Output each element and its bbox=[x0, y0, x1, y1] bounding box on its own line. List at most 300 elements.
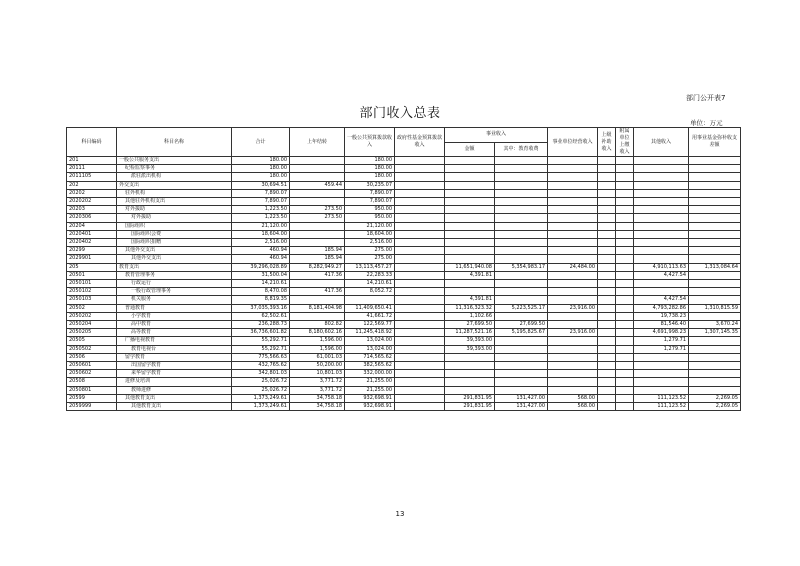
row-name: 普通教育 bbox=[117, 304, 232, 312]
row-fund bbox=[395, 394, 445, 402]
row-code: 2050202 bbox=[67, 312, 117, 320]
header-total: 合计 bbox=[232, 128, 290, 157]
row-edu bbox=[495, 230, 548, 238]
row-edu bbox=[495, 337, 548, 345]
table-row bbox=[67, 386, 741, 394]
row-total: 25,026.72 bbox=[232, 378, 290, 386]
unit-label: 单位：万元 bbox=[690, 119, 723, 127]
row-edu bbox=[495, 157, 548, 165]
row-affiliated bbox=[616, 337, 634, 345]
row-edu bbox=[495, 288, 548, 296]
row-name: 国际组织捐赠 bbox=[117, 239, 232, 247]
row-code: 2050103 bbox=[67, 296, 117, 304]
row-carryover: 8,282,949.27 bbox=[290, 263, 345, 271]
row-amount bbox=[445, 157, 495, 165]
row-affiliated bbox=[616, 312, 634, 320]
row-affiliated bbox=[616, 247, 634, 255]
row-superior bbox=[598, 296, 616, 304]
row-reserve bbox=[689, 362, 741, 370]
row-amount bbox=[445, 206, 495, 214]
row-code: 20204 bbox=[67, 222, 117, 230]
row-superior bbox=[598, 189, 616, 197]
row-other bbox=[634, 214, 689, 222]
row-other: 4,910,113.63 bbox=[634, 263, 689, 271]
row-amount: 291,831.95 bbox=[445, 403, 495, 411]
row-affiliated bbox=[616, 165, 634, 173]
row-general: 332,000.00 bbox=[345, 370, 395, 378]
header-business-income: 事业收入 bbox=[445, 128, 548, 143]
row-edu bbox=[495, 255, 548, 263]
row-unit_biz bbox=[548, 378, 598, 386]
row-other: 111,123.52 bbox=[634, 394, 689, 402]
row-reserve bbox=[689, 198, 741, 206]
row-amount: 291,831.95 bbox=[445, 394, 495, 402]
header-fund-budget: 政府性基金预算拨款收入 bbox=[395, 128, 445, 157]
row-name: 高中教育 bbox=[117, 321, 232, 329]
row-name: 教育电视台 bbox=[117, 345, 232, 353]
row-amount bbox=[445, 222, 495, 230]
row-fund bbox=[395, 189, 445, 197]
row-general: 14,210.61 bbox=[345, 280, 395, 288]
table-row bbox=[67, 304, 741, 312]
row-fund bbox=[395, 222, 445, 230]
row-other bbox=[634, 230, 689, 238]
row-total: 1,223.50 bbox=[232, 214, 290, 222]
row-superior bbox=[598, 173, 616, 181]
row-affiliated bbox=[616, 198, 634, 206]
row-fund bbox=[395, 239, 445, 247]
row-total: 25,026.72 bbox=[232, 386, 290, 394]
row-affiliated bbox=[616, 239, 634, 247]
row-affiliated bbox=[616, 345, 634, 353]
row-carryover: 802.82 bbox=[290, 321, 345, 329]
row-name: 纪检监察事务 bbox=[117, 165, 232, 173]
row-carryover: 417.36 bbox=[290, 271, 345, 279]
row-other bbox=[634, 157, 689, 165]
row-superior bbox=[598, 239, 616, 247]
row-fund bbox=[395, 296, 445, 304]
row-general: 11,409,650.41 bbox=[345, 304, 395, 312]
row-total: 460.94 bbox=[232, 247, 290, 255]
row-total: 37,035,393.16 bbox=[232, 304, 290, 312]
row-fund bbox=[395, 321, 445, 329]
row-general: 18,604.00 bbox=[345, 230, 395, 238]
row-superior bbox=[598, 165, 616, 173]
table-row bbox=[67, 378, 741, 386]
row-fund bbox=[395, 165, 445, 173]
row-code: 2020202 bbox=[67, 198, 117, 206]
row-name: 其他驻外机构支出 bbox=[117, 198, 232, 206]
row-superior bbox=[598, 288, 616, 296]
row-other bbox=[634, 353, 689, 361]
row-name: 教育管理事务 bbox=[117, 271, 232, 279]
row-amount: 39,393.00 bbox=[445, 345, 495, 353]
row-edu bbox=[495, 247, 548, 255]
row-total: 18,604.00 bbox=[232, 230, 290, 238]
row-general: 950.00 bbox=[345, 206, 395, 214]
row-fund bbox=[395, 312, 445, 320]
row-general: 8,052.72 bbox=[345, 288, 395, 296]
row-code: 20202 bbox=[67, 189, 117, 197]
row-name: 小学教育 bbox=[117, 312, 232, 320]
row-unit_biz bbox=[548, 271, 598, 279]
row-reserve bbox=[689, 230, 741, 238]
row-fund bbox=[395, 337, 445, 345]
row-total: 8,819.35 bbox=[232, 296, 290, 304]
header-carryover: 上年结转 bbox=[290, 128, 345, 157]
row-fund bbox=[395, 181, 445, 189]
row-unit_biz: 568.00 bbox=[548, 403, 598, 411]
row-amount bbox=[445, 255, 495, 263]
row-unit_biz bbox=[548, 230, 598, 238]
row-reserve bbox=[689, 370, 741, 378]
row-other: 4,691,998.23 bbox=[634, 329, 689, 337]
table-row bbox=[67, 198, 741, 206]
row-total: 7,890.07 bbox=[232, 189, 290, 197]
row-general: 22,283.33 bbox=[345, 271, 395, 279]
row-carryover bbox=[290, 157, 345, 165]
row-general: 21,255.00 bbox=[345, 386, 395, 394]
row-unit_biz bbox=[548, 353, 598, 361]
row-affiliated bbox=[616, 255, 634, 263]
row-total: 21,120.00 bbox=[232, 222, 290, 230]
row-other bbox=[634, 206, 689, 214]
row-amount bbox=[445, 362, 495, 370]
row-fund bbox=[395, 370, 445, 378]
row-reserve: 3,670.24 bbox=[689, 321, 741, 329]
row-unit_biz bbox=[548, 181, 598, 189]
row-total: 39,296,028.89 bbox=[232, 263, 290, 271]
row-edu bbox=[495, 296, 548, 304]
row-total: 62,502.61 bbox=[232, 312, 290, 320]
page-title: 部门收入总表 bbox=[359, 106, 441, 121]
row-other: 4,793,282.86 bbox=[634, 304, 689, 312]
header-name: 科目名称 bbox=[117, 128, 232, 157]
row-total: 2,516.00 bbox=[232, 239, 290, 247]
row-code: 2050601 bbox=[67, 362, 117, 370]
row-code: 2059999 bbox=[67, 403, 117, 411]
row-fund bbox=[395, 386, 445, 394]
row-amount bbox=[445, 173, 495, 181]
row-amount: 27,699.50 bbox=[445, 321, 495, 329]
row-code: 20299 bbox=[67, 247, 117, 255]
row-general: 13,024.00 bbox=[345, 345, 395, 353]
row-reserve: 1,313,084.64 bbox=[689, 263, 741, 271]
row-edu bbox=[495, 378, 548, 386]
table-row bbox=[67, 329, 741, 337]
row-edu bbox=[495, 239, 548, 247]
row-reserve bbox=[689, 222, 741, 230]
row-name: 对外援助 bbox=[117, 206, 232, 214]
table-row bbox=[67, 370, 741, 378]
row-total: 30,694.51 bbox=[232, 181, 290, 189]
row-other: 81,546.40 bbox=[634, 321, 689, 329]
row-affiliated bbox=[616, 189, 634, 197]
row-code: 2020306 bbox=[67, 214, 117, 222]
row-fund bbox=[395, 280, 445, 288]
row-reserve bbox=[689, 378, 741, 386]
row-name: 出国留学教育 bbox=[117, 362, 232, 370]
row-superior bbox=[598, 198, 616, 206]
row-name: 其他教育支出 bbox=[117, 403, 232, 411]
row-fund bbox=[395, 271, 445, 279]
table-row bbox=[67, 222, 741, 230]
row-amount: 11,287,521.16 bbox=[445, 329, 495, 337]
row-carryover: 34,758.18 bbox=[290, 394, 345, 402]
table-row bbox=[67, 230, 741, 238]
table-row bbox=[67, 280, 741, 288]
row-total: 180.00 bbox=[232, 165, 290, 173]
table-row bbox=[67, 271, 741, 279]
row-amount bbox=[445, 378, 495, 386]
table-row bbox=[67, 255, 741, 263]
row-reserve bbox=[689, 189, 741, 197]
row-other: 4,427.54 bbox=[634, 296, 689, 304]
row-code: 2020402 bbox=[67, 239, 117, 247]
row-carryover: 273.50 bbox=[290, 214, 345, 222]
table-row bbox=[67, 214, 741, 222]
row-general: 13,113,457.27 bbox=[345, 263, 395, 271]
row-unit_biz bbox=[548, 255, 598, 263]
row-amount bbox=[445, 181, 495, 189]
row-name: 一般行政管理事务 bbox=[117, 288, 232, 296]
row-other bbox=[634, 288, 689, 296]
row-code: 2011105 bbox=[67, 173, 117, 181]
row-code: 2050102 bbox=[67, 288, 117, 296]
row-affiliated bbox=[616, 263, 634, 271]
row-code: 2050502 bbox=[67, 345, 117, 353]
row-reserve bbox=[689, 255, 741, 263]
row-edu: 5,223,525.17 bbox=[495, 304, 548, 312]
row-fund bbox=[395, 214, 445, 222]
row-code: 20599 bbox=[67, 394, 117, 402]
row-unit_biz bbox=[548, 198, 598, 206]
row-reserve bbox=[689, 214, 741, 222]
row-affiliated bbox=[616, 288, 634, 296]
row-reserve bbox=[689, 206, 741, 214]
row-other bbox=[634, 181, 689, 189]
row-reserve bbox=[689, 271, 741, 279]
row-carryover bbox=[290, 173, 345, 181]
row-fund bbox=[395, 198, 445, 206]
row-total: 31,500.04 bbox=[232, 271, 290, 279]
row-other bbox=[634, 173, 689, 181]
row-carryover: 1,596.00 bbox=[290, 337, 345, 345]
row-reserve bbox=[689, 181, 741, 189]
row-other: 4,427.54 bbox=[634, 271, 689, 279]
row-carryover bbox=[290, 165, 345, 173]
row-carryover bbox=[290, 239, 345, 247]
row-carryover: 3,771.72 bbox=[290, 378, 345, 386]
row-total: 236,288.73 bbox=[232, 321, 290, 329]
row-code: 201 bbox=[67, 157, 117, 165]
row-total: 775,566.63 bbox=[232, 353, 290, 361]
row-reserve bbox=[689, 337, 741, 345]
row-other: 19,738.23 bbox=[634, 312, 689, 320]
row-superior bbox=[598, 255, 616, 263]
row-unit_biz bbox=[548, 288, 598, 296]
row-name: 进修及培训 bbox=[117, 378, 232, 386]
row-code: 20501 bbox=[67, 271, 117, 279]
row-affiliated bbox=[616, 222, 634, 230]
income-table bbox=[66, 127, 741, 411]
table-row bbox=[67, 353, 741, 361]
row-amount bbox=[445, 198, 495, 206]
row-edu: 5,354,983.17 bbox=[495, 263, 548, 271]
row-amount bbox=[445, 189, 495, 197]
row-affiliated bbox=[616, 230, 634, 238]
row-total: 55,292.71 bbox=[232, 337, 290, 345]
row-affiliated bbox=[616, 403, 634, 411]
table-row bbox=[67, 321, 741, 329]
row-amount: 39,393.00 bbox=[445, 337, 495, 345]
row-superior bbox=[598, 304, 616, 312]
row-carryover bbox=[290, 312, 345, 320]
header-other: 其他收入 bbox=[634, 128, 689, 157]
row-affiliated bbox=[616, 353, 634, 361]
row-reserve: 1,310,815.59 bbox=[689, 304, 741, 312]
row-fund bbox=[395, 157, 445, 165]
row-name: 其他教育支出 bbox=[117, 394, 232, 402]
row-amount bbox=[445, 165, 495, 173]
row-affiliated bbox=[616, 378, 634, 386]
row-amount: 11,651,940.08 bbox=[445, 263, 495, 271]
row-reserve bbox=[689, 157, 741, 165]
table-row bbox=[67, 181, 741, 189]
table-row bbox=[67, 239, 741, 247]
table-row bbox=[67, 312, 741, 320]
row-edu bbox=[495, 181, 548, 189]
header-edu-fee: 其中：教育收费 bbox=[495, 142, 548, 157]
row-name: 行政运行 bbox=[117, 280, 232, 288]
row-edu bbox=[495, 214, 548, 222]
row-amount bbox=[445, 230, 495, 238]
row-name: 来华留学教育 bbox=[117, 370, 232, 378]
row-total: 342,801.03 bbox=[232, 370, 290, 378]
row-total: 460.94 bbox=[232, 255, 290, 263]
row-carryover: 34,758.18 bbox=[290, 403, 345, 411]
row-general: 382,565.62 bbox=[345, 362, 395, 370]
row-general: 932,698.91 bbox=[345, 394, 395, 402]
row-unit_biz bbox=[548, 189, 598, 197]
table-row bbox=[67, 263, 741, 271]
row-affiliated bbox=[616, 157, 634, 165]
row-code: 2050801 bbox=[67, 386, 117, 394]
row-reserve: 2,269.05 bbox=[689, 403, 741, 411]
row-amount bbox=[445, 353, 495, 361]
row-amount bbox=[445, 370, 495, 378]
row-unit_biz bbox=[548, 165, 598, 173]
row-affiliated bbox=[616, 181, 634, 189]
row-name: 一般公共服务支出 bbox=[117, 157, 232, 165]
row-amount bbox=[445, 386, 495, 394]
row-unit_biz bbox=[548, 222, 598, 230]
row-amount bbox=[445, 247, 495, 255]
row-reserve bbox=[689, 247, 741, 255]
row-superior bbox=[598, 337, 616, 345]
row-name: 教师进修 bbox=[117, 386, 232, 394]
row-edu bbox=[495, 271, 548, 279]
header-superior: 上级补助收入 bbox=[598, 128, 616, 157]
row-fund bbox=[395, 173, 445, 181]
row-superior bbox=[598, 329, 616, 337]
row-reserve bbox=[689, 296, 741, 304]
row-general: 714,565.62 bbox=[345, 353, 395, 361]
row-unit_biz bbox=[548, 386, 598, 394]
row-reserve bbox=[689, 386, 741, 394]
row-edu bbox=[495, 370, 548, 378]
row-amount: 11,316,323.32 bbox=[445, 304, 495, 312]
row-total: 8,470.08 bbox=[232, 288, 290, 296]
row-superior bbox=[598, 378, 616, 386]
row-other bbox=[634, 280, 689, 288]
row-other bbox=[634, 386, 689, 394]
row-carryover: 459.44 bbox=[290, 181, 345, 189]
row-superior bbox=[598, 206, 616, 214]
row-superior bbox=[598, 214, 616, 222]
row-general: 30,235.07 bbox=[345, 181, 395, 189]
table-row bbox=[67, 296, 741, 304]
row-reserve bbox=[689, 353, 741, 361]
table-number-label: 部门公开表7 bbox=[686, 94, 726, 102]
row-unit_biz bbox=[548, 247, 598, 255]
row-carryover: 10,801.03 bbox=[290, 370, 345, 378]
row-code: 202 bbox=[67, 181, 117, 189]
table-row bbox=[67, 362, 741, 370]
row-general: 13,024.00 bbox=[345, 337, 395, 345]
row-unit_biz: 23,916.00 bbox=[548, 304, 598, 312]
row-edu bbox=[495, 362, 548, 370]
row-reserve bbox=[689, 239, 741, 247]
row-other bbox=[634, 255, 689, 263]
row-edu: 131,427.00 bbox=[495, 394, 548, 402]
row-superior bbox=[598, 386, 616, 394]
row-code: 20505 bbox=[67, 337, 117, 345]
table-row bbox=[67, 165, 741, 173]
row-name: 国际组织 bbox=[117, 222, 232, 230]
row-affiliated bbox=[616, 321, 634, 329]
row-superior bbox=[598, 280, 616, 288]
row-fund bbox=[395, 206, 445, 214]
row-code: 2050101 bbox=[67, 280, 117, 288]
row-general: 950.00 bbox=[345, 214, 395, 222]
row-name: 其他外交支出 bbox=[117, 247, 232, 255]
row-edu bbox=[495, 198, 548, 206]
row-carryover: 417.36 bbox=[290, 288, 345, 296]
row-fund bbox=[395, 230, 445, 238]
row-total: 14,210.61 bbox=[232, 280, 290, 288]
row-total: 1,373,249.61 bbox=[232, 403, 290, 411]
row-edu: 5,195,825.67 bbox=[495, 329, 548, 337]
row-amount bbox=[445, 288, 495, 296]
row-affiliated bbox=[616, 296, 634, 304]
row-fund bbox=[395, 345, 445, 353]
row-reserve bbox=[689, 288, 741, 296]
row-general: 275.00 bbox=[345, 255, 395, 263]
row-reserve bbox=[689, 173, 741, 181]
table-row bbox=[67, 247, 741, 255]
row-total: 36,736,601.82 bbox=[232, 329, 290, 337]
row-carryover: 61,001.03 bbox=[290, 353, 345, 361]
row-other bbox=[634, 362, 689, 370]
row-name: 教育支出 bbox=[117, 263, 232, 271]
row-unit_biz bbox=[548, 337, 598, 345]
table-row bbox=[67, 345, 741, 353]
row-reserve bbox=[689, 165, 741, 173]
row-total: 7,890.07 bbox=[232, 198, 290, 206]
row-other: 111,123.52 bbox=[634, 403, 689, 411]
row-affiliated bbox=[616, 214, 634, 222]
